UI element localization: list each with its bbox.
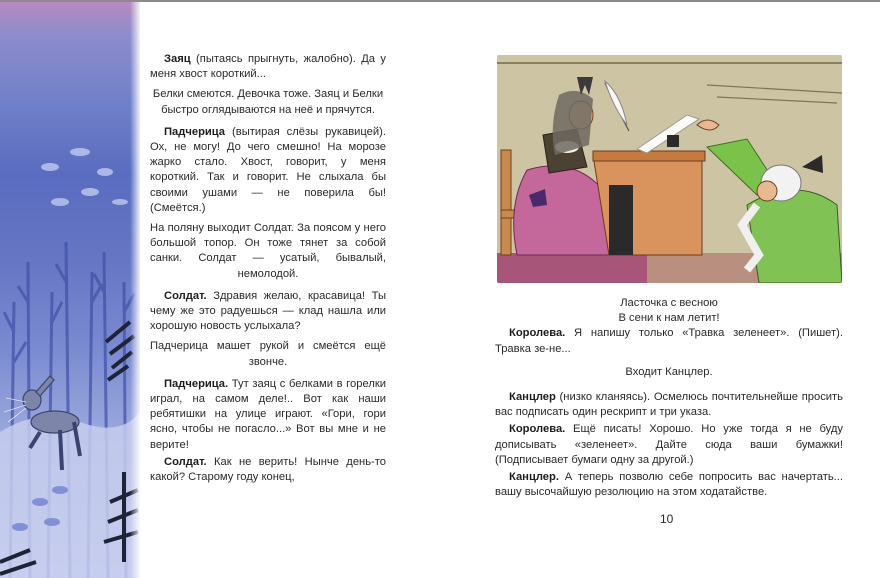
stage-direction: На поляну выходит Солдат. За поясом у него большой топор. Он тоже тянет за собой санки. Солдат — усатый, бывалый, немолодой. [150, 222, 386, 280]
speech-chancellor [495, 470, 843, 500]
speaker-name: Королева. [509, 327, 566, 340]
speaker-name: Падчерица [164, 125, 226, 138]
speech-text: Здравия желаю, красавица! Ты чему же это радуешься — клад нашла или хорошую новость услыхала? [150, 289, 386, 333]
left-page-text [150, 52, 386, 490]
speech-chancellor [495, 390, 843, 420]
right-page-text [495, 296, 843, 505]
stage-direction: Белки смеются. Девочка тоже. Заяц и Белки быстро оглядываются на неё и прячутся. [152, 88, 384, 116]
speech-queen [495, 326, 843, 356]
stage-direction: Падчерица машет рукой и смеётся ещё звонче. [150, 340, 386, 368]
queen-chancellor-art [497, 55, 842, 283]
speech-text: Как не верить! Нынче день-то какой? Старому году конец, [150, 455, 386, 484]
verse-line: В сени к нам летит! [618, 312, 720, 325]
speaker-name: Королева. [509, 423, 566, 436]
speech-text: (вытирая слёзы рукавицей). Ох, не могу! До чего смешно! На морозе жарко стало. Хвост, говорит, у меня короткий. Так и говорит. Не слыхала бы своими ушами — не поверила бы! (Смеётся.) [150, 125, 386, 214]
speech-soldier [150, 289, 386, 335]
speech-text: (пытаясь прыгнуть, жалобно). Да у меня хвост короткий... [150, 53, 386, 81]
speech-soldier [150, 455, 386, 485]
speaker-name: Солдат. [164, 289, 207, 302]
queen-chancellor-illustration [497, 55, 842, 283]
stage-direction: Входит Канцлер. [625, 365, 713, 378]
speaker-name: Канцлер. [509, 471, 559, 484]
speaker-name: Заяц [164, 53, 191, 65]
speech-text: (низко кланяясь). Осмелюсь почтительнейше просить вас подписать один рескрипт и три указа. [495, 391, 843, 419]
page-number: 10 [660, 512, 674, 526]
speech-text: Ещё писать! Хорошо. Но уже тогда я не буду дописывать «зеленеет». Дайте сюда ваши бумажки! (Подписывает бумаги одну за другой.) [495, 423, 843, 466]
speaker-name: Падчерица. [164, 377, 229, 390]
speech-hare [150, 52, 386, 82]
winter-forest-illustration [0, 2, 140, 578]
speech-text: Тут заяц с белками в горелки играл, на самом деле!.. Вот как наши ребятишки на улице играют. «Гори, гори ясно, чтобы не погасло...» Вот вы мне и не верите! [150, 377, 386, 451]
winter-forest-art [0, 2, 140, 578]
speech-text: А теперь позволю себе попросить вас начертать... вашу высочайшую резолюцию на этом ходатайстве. [495, 471, 843, 499]
speech-text: Я напишу только «Травка зеленеет». (Пишет). Травка зе-не... [495, 327, 843, 355]
speech-stepdaughter [150, 377, 386, 453]
verse-line: Ласточка с весною [620, 297, 718, 309]
speech-queen [495, 422, 843, 468]
speaker-name: Канцлер [509, 391, 556, 404]
speech-stepdaughter [150, 125, 386, 216]
speaker-name: Солдат. [164, 455, 207, 468]
